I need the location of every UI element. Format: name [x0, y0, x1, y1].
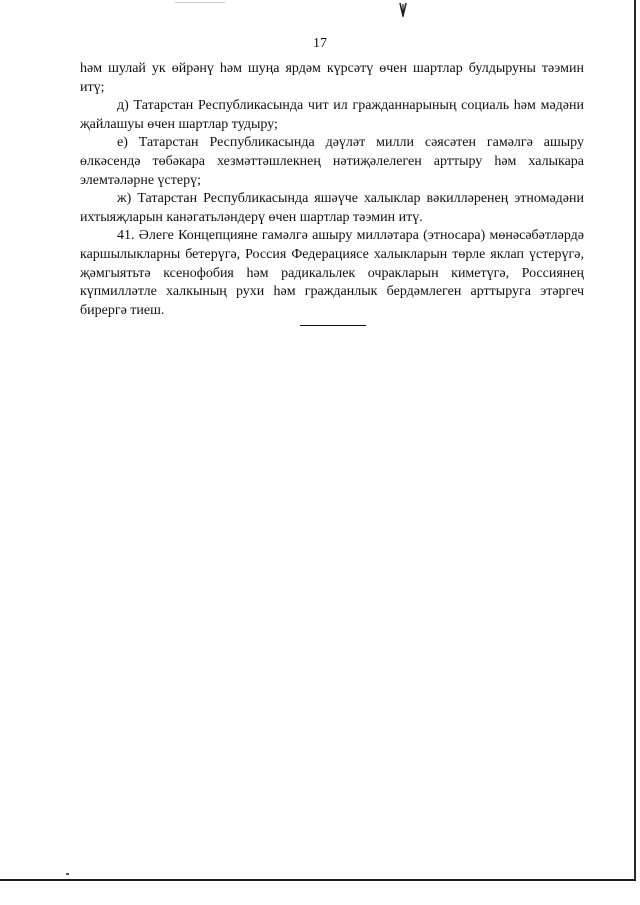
paragraph-item-zh: ж) Татарстан Республикасында яшәүче халыклар вәкилләренең этномәдәни ихтыяҗларын канәгатьләндерү өчен шартлар тәэмин итү.: [80, 191, 584, 225]
scan-edge-mark: [175, 2, 225, 3]
document-body: [80, 60, 584, 320]
paragraph-item-e: е) Татарстан Республикасында дәүләт милли сәясәтен гамәлгә ашыру өлкәсендә төбәкара хезмәттәшлекнең нәтиҗәлелеген арттыру һәм халыкара элемтәләрне үстерү;: [80, 135, 584, 188]
paragraph-item-d: д) Татарстан Республикасында чит ил гражданнарының социаль һәм мәдәни җайлашуы өчен шартлар тудыру;: [80, 98, 584, 132]
scan-speck: [66, 873, 69, 875]
scan-bottom-edge: [0, 879, 636, 881]
paragraph-continuation: һәм шулай ук өйрәнү һәм шуңа ярдәм күрсәтү өчен шартлар булдыруны тәэмин итү;: [80, 61, 584, 95]
scan-mark-icon: [399, 2, 407, 18]
paragraph-41: 41. Әлеге Концепцияне гамәлгә ашыру милләтара (этносара) мөнәсәбәтләрдә каршылыкларны бетерүгә, Россия Федерациясе халыкларын төрле яклап үстерүгә, җәмгыятьтә ксенофобия һәм радикальлек очракларын киметүгә, Россиянең күпмилләтле халкының рухи һәм гражданлык бердәмлеген арттыруга этәргеч бирергә тиеш.: [80, 228, 584, 318]
scan-right-edge: [634, 0, 636, 881]
end-separator-line: [300, 325, 366, 326]
page-number: 17: [313, 36, 327, 51]
